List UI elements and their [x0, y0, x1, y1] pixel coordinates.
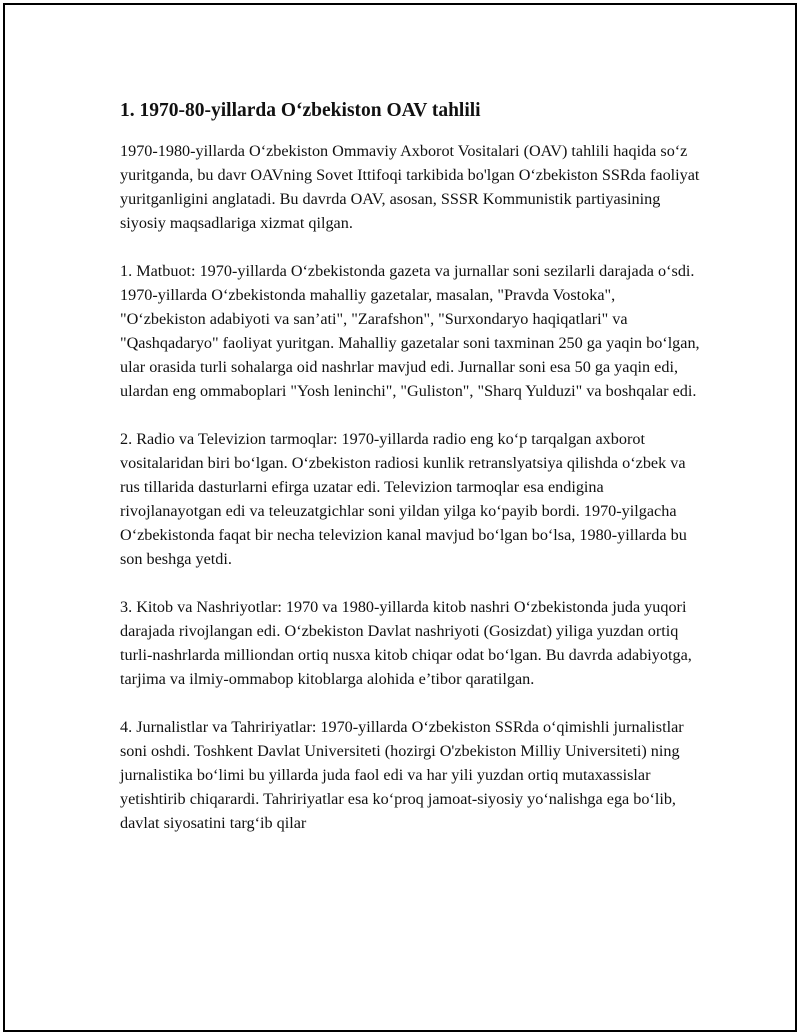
paragraph-books-publishing: 3. Kitob va Nashriyotlar: 1970 va 1980-yillarda kitob nashri O‘zbekistonda juda yuqori darajada rivojlangan edi. O‘zbekiston Davlat nashriyoti (Gosizdat) yiliga yuzdan ortiq turli-nashrlarda milliondan ortiq nusxa kitob chiqar odat bo‘lgan. Bu davrda adabiyotga, tarjima va ilmiy-ommabop kitoblarga alohida e’tibor qaratilgan.: [120, 598, 692, 688]
document-page: [3, 3, 797, 1032]
paragraph-press: 1. Matbuot: 1970-yillarda O‘zbekistonda gazeta va jurnallar soni sezilarli darajada o‘sdi. 1970-yillarda O‘zbekistonda mahalliy gazetalar, masalan, "Pravda Vostoka", "O‘zbekiston adabiyoti va san’ati", "Zarafshon", "Surxondaryo haqiqatlari" va "Qashqadaryo" faoliyat yuritgan. Mahalliy gazetalar soni taxminan 250 ga yaqin bo‘lgan, ular orasida turli sohalarga oid nashrlar mavjud edi. Jurnallar soni esa 50 ga yaqin edi, ulardan eng ommaboplari "Yosh leninchi", "Guliston", "Sharq Yulduzi" va boshqalar edi.: [120, 262, 700, 400]
document-title: 1. 1970-80-yillarda O‘zbekiston OAV tahlili: [120, 100, 481, 121]
paragraph-journalists: 4. Jurnalistlar va Tahririyatlar: 1970-yillarda O‘zbekiston SSRda o‘qimishli jurnalistlar soni oshdi. Toshkent Davlat Universiteti (hozirgi O'zbekiston Milliy Universiteti) ning jurnalistika bo‘limi bu yillarda juda faol edi va har yili yuzdan ortiq mutaxassislar yetishtirib chiqarardi. Tahririyatlar esa ko‘proq jamoat-siyosiy yo‘nalishga ega bo‘lib, davlat siyosatini targ‘ib qilar: [120, 718, 684, 832]
paragraph-radio-tv: 2. Radio va Televizion tarmoqlar: 1970-yillarda radio eng ko‘p tarqalgan axborot vositalaridan biri bo‘lgan. O‘zbekiston radiosi kunlik retranslyatsiya qilishda o‘zbek va rus tillarida dasturlarni efirga uzatar edi. Televizion tarmoqlar esa endigina rivojlanayotgan edi va teleuzatgichlar soni yildan yilga ko‘payib bordi. 1970-yilgacha O‘zbekistonda faqat bir necha televizion kanal mavjud bo‘lgan bo‘lsa, 1980-yillarda bu son beshga yetdi.: [120, 430, 687, 568]
document-body: [120, 99, 700, 859]
paragraph-intro: 1970-1980-yillarda O‘zbekiston Ommaviy Axborot Vositalari (OAV) tahlili haqida so‘z yuritganda, bu davr OAVning Sovet Ittifoqi tarkibida bo'lgan O‘zbekiston SSRda faoliyat yuritganligini anglatadi. Bu davrda OAV, asosan, SSSR Kommunistik partiyasining siyosiy maqsadlariga xizmat qilgan.: [120, 142, 700, 232]
